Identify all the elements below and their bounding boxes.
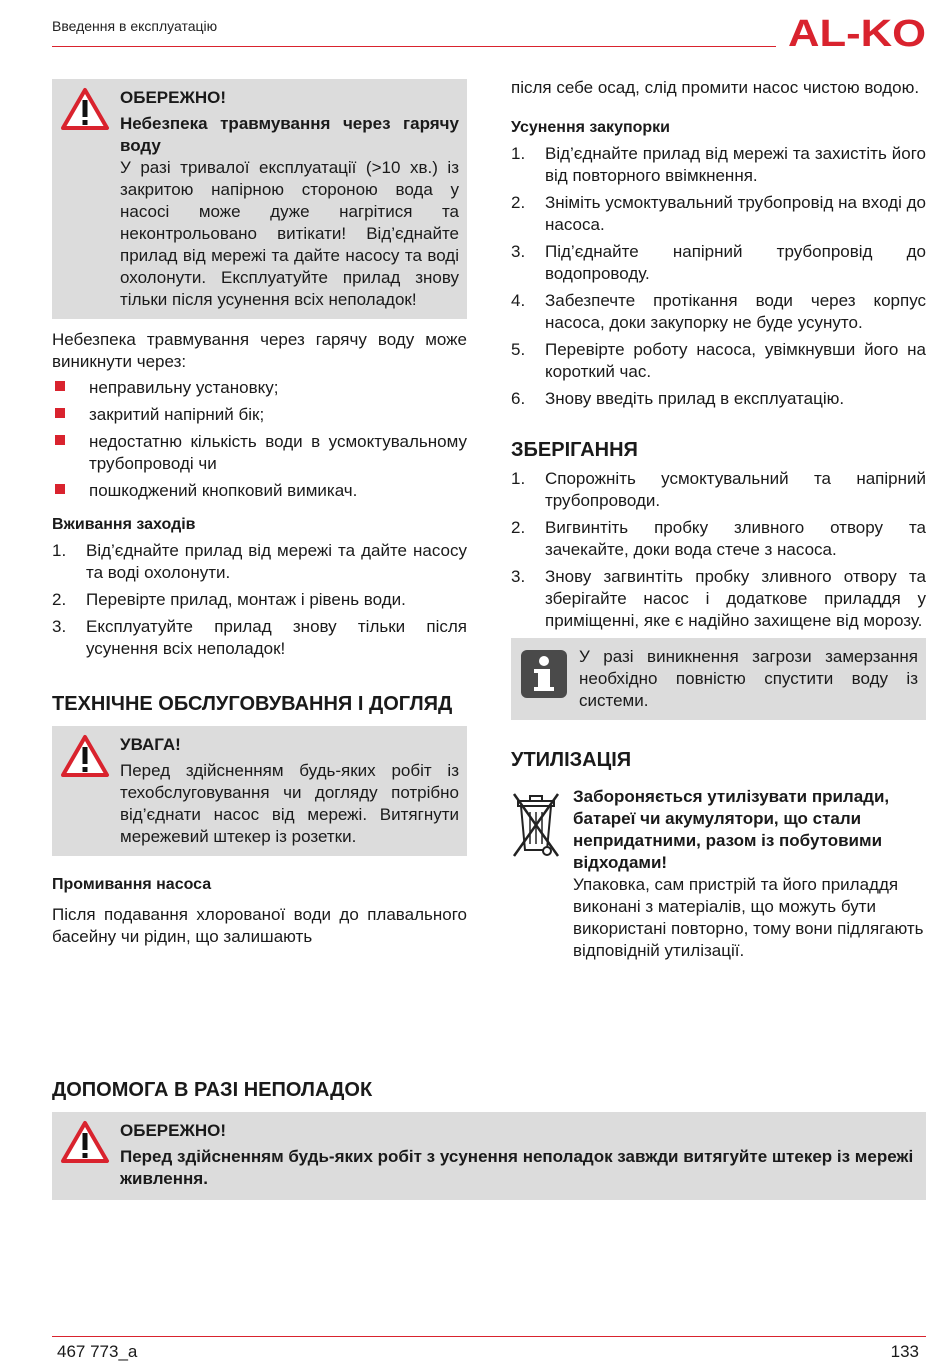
clog-steps-list <box>511 143 926 410</box>
maintenance-heading: ТЕХНІЧНЕ ОБСЛУГОВУВАННЯ І ДОГЛЯД <box>52 693 453 715</box>
brand-logo-text: AL-KO <box>788 13 926 52</box>
list-item: 6. Знову введіть прилад в експлуатацію. <box>511 389 845 408</box>
warning-subtitle: Небезпека травмування через гарячу воду <box>120 114 459 155</box>
measures-list <box>52 540 467 660</box>
warning-title: ОБЕРЕЖНО! <box>120 88 226 107</box>
warning-triangle-icon <box>60 734 110 778</box>
troubleshooting-section <box>52 1076 926 1200</box>
footer-rule <box>52 1336 926 1337</box>
warning-body: У разі тривалої експлуатації (>10 хв.) із закритою напірною стороною вода у насосі може дуже нагрітися та неконтрольовано витікати! Від’єднайте прилад від мережі та дайте насосу та воді охолонути. Експлуатуйте прилад знову тільки після усунення всіх неполадок! <box>120 158 459 309</box>
bullet-square-icon <box>55 408 65 418</box>
flush-text: Після подавання хлорованої води до плавального басейну чи рідин, що залишають <box>52 905 467 946</box>
troubleshooting-warning-box <box>52 1112 926 1200</box>
list-item: 1. Від’єднайте прилад від мережі та дайте насосу та воді охолонути. <box>52 541 467 582</box>
troubleshooting-heading: ДОПОМОГА В РАЗІ НЕПОЛАДОК <box>52 1079 373 1101</box>
maintenance-warning-box <box>52 726 467 856</box>
hazard-causes-list <box>52 377 467 502</box>
disposal-text: Упаковка, сам пристрій та його приладдя виконані з матеріалів, що можуть бути використані повторно, тому вони підлягають відповідній утилізації. <box>573 875 924 960</box>
running-header: Введення в експлуатацію <box>52 18 218 34</box>
crossed-bin-icon <box>511 788 561 860</box>
list-item: 3. Експлуатуйте прилад знову тільки після усунення всіх неполадок! <box>52 617 467 658</box>
list-item: 3. Під’єднайте напірний трубопровід до водопроводу. <box>511 242 926 283</box>
storage-heading: ЗБЕРІГАННЯ <box>511 439 638 461</box>
info-icon <box>521 650 567 698</box>
list-item: 1. Від’єднайте прилад від мережі та захистіть його від повторного ввімкнення. <box>511 144 926 185</box>
list-item: 2. Вигвинтіть пробку зливного отвору та зачекайте, доки вода стече з насоса. <box>511 518 926 559</box>
list-item: 3. Знову загвинтіть пробку зливного отвору та зберігайте насос і додаткове приладдя у приміщенні, яке є надійно захищене від морозу. <box>511 567 926 630</box>
storage-steps-list <box>511 468 926 632</box>
page-number: 133 <box>890 1342 919 1361</box>
list-item: неправильну установку; <box>52 377 467 399</box>
measures-heading: Вживання заходів <box>52 516 196 533</box>
info-note-text: У разі виникнення загрози замерзання необхідно повністю спустити воду із системи. <box>579 647 918 710</box>
list-item: 4. Забезпечте протікання води через корпус насоса, доки закупорку не буде усунуто. <box>511 291 926 332</box>
document-number: 467 773_a <box>57 1342 138 1361</box>
flush-heading: Промивання насоса <box>52 876 212 893</box>
hot-water-warning-box <box>52 79 467 319</box>
list-item: 5. Перевірте роботу насоса, увімкнувши його на короткий час. <box>511 340 926 381</box>
list-item: 2. Зніміть усмоктувальний трубопровід на вході до насоса. <box>511 193 926 234</box>
warning-title: УВАГА! <box>120 735 181 754</box>
flush-continued: після себе осад, слід промити насос чистою водою. <box>511 78 920 97</box>
list-item: пошкоджений кнопковий вимикач. <box>52 480 467 502</box>
bullet-square-icon <box>55 435 65 445</box>
warning-title: ОБЕРЕЖНО! <box>120 1121 226 1140</box>
list-item: 1. Спорожніть усмоктувальний та напірний трубопроводи. <box>511 469 926 510</box>
list-item: недостатню кількість води в усмоктувальному трубопроводі чи <box>52 431 467 475</box>
bullet-square-icon <box>55 484 65 494</box>
warning-triangle-icon <box>60 1120 110 1164</box>
header-rule <box>52 46 776 47</box>
list-item: закритий напірний бік; <box>52 404 467 426</box>
warning-body: Перед здійсненням будь-яких робіт з усунення неполадок завжди витягуйте штекер із мережі живлення. <box>120 1147 914 1188</box>
disposal-warning: Забороняється утилізувати прилади, батареї чи акумулятори, що стали непридатними, разом із побутовими відходами! <box>573 787 890 872</box>
left-column <box>52 79 467 948</box>
list-item: 2. Перевірте прилад, монтаж і рівень води. <box>52 590 406 609</box>
clog-heading: Усунення закупорки <box>511 119 671 136</box>
frost-info-box <box>511 638 926 720</box>
warning-body: Перед здійсненням будь-яких робіт із техобслуговування чи догляду потрібно від’єднати насос від мережі. Витягнути мережевий штекер із розетки. <box>120 761 459 846</box>
disposal-heading: УТИЛІЗАЦІЯ <box>511 749 632 771</box>
warning-triangle-icon <box>60 87 110 131</box>
brand-logo <box>788 12 928 52</box>
right-column <box>511 77 926 962</box>
hazard-intro: Небезпека травмування через гарячу воду може виникнути через: <box>52 330 467 371</box>
bullet-square-icon <box>55 381 65 391</box>
disposal-block <box>511 786 926 962</box>
